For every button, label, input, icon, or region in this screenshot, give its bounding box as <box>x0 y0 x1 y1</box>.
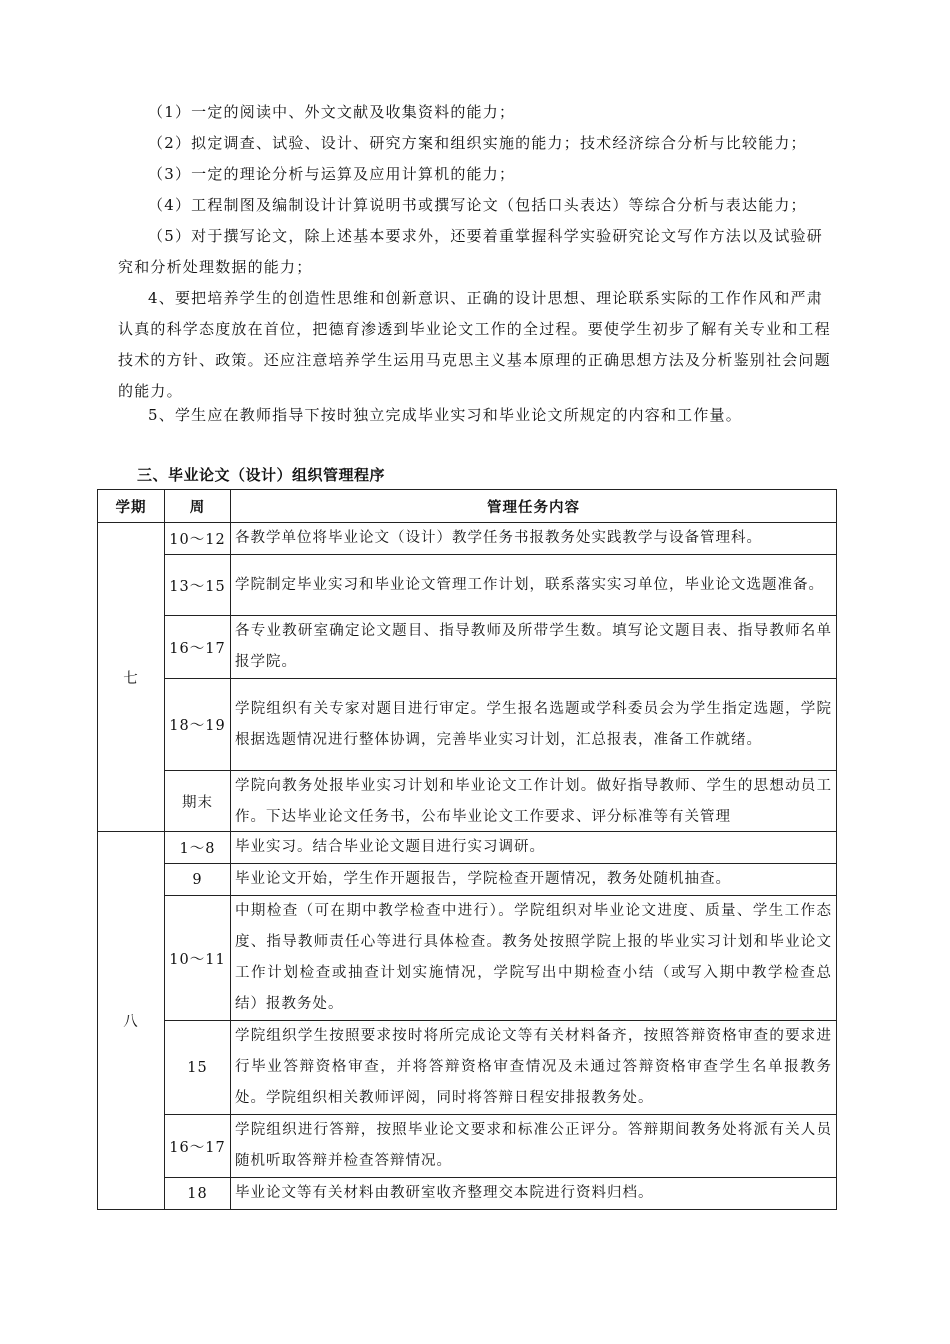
content-cell: 中期检查（可在期中教学检查中进行）。学院组织对毕业论文进度、质量、学生工作态度、指导教师责任心等进行具体检查。教务处按照学院上报的毕业实习计划和毕业论文工作计划检查或抽查计划实施情况，学院写出中期检查小结（或写入期中教学检查总结）报教务处。 <box>231 896 837 1021</box>
paragraph-4: 4、要把培养学生的创造性思维和创新意识、正确的设计思想、理论联系实际的工作作风和严肃认真的科学态度放在首位，把德育渗透到毕业论文工作的全过程。要使学生初步了解有关专业和工程技术的方针、政策。还应注意培养学生运用马克思主义基本原理的正确思想方法及分析鉴别社会问题的能力。 <box>118 289 831 400</box>
table-row <box>98 616 837 679</box>
requirement-item-5: （5）对于撰写论文，除上述基本要求外，还要着重掌握科学实验研究论文写作方法以及试验研究和分析处理数据的能力； <box>118 227 823 276</box>
content-cell: 学院组织有关专家对题目进行审定。学生报名选题或学科委员会为学生指定选题，学院根据选题情况进行整体协调，完善毕业实习计划，汇总报表，准备工作就绪。 <box>231 679 837 771</box>
table-row <box>98 1115 837 1178</box>
section-title: 三、毕业论文（设计）组织管理程序 <box>137 466 386 484</box>
week-cell: 13～15 <box>165 555 231 616</box>
table-row <box>98 832 837 864</box>
table-header-row <box>98 490 837 523</box>
content-cell: 学院组织学生按照要求按时将所完成论文等有关材料备齐，按照答辩资格审查的要求进行毕业答辩资格审查，并将答辩资格审查情况及未通过答辩资格审查学生名单报教务处。学院组织相关教师评阅，同时将答辩日程安排报教务处。 <box>231 1021 837 1115</box>
paragraph-5: 5、学生应在教师指导下按时独立完成毕业实习和毕业论文所规定的内容和工作量。 <box>148 406 742 424</box>
content-cell: 毕业论文等有关材料由教研室收齐整理交本院进行资料归档。 <box>231 1178 837 1210</box>
requirement-item-4: （4）工程制图及编制设计计算说明书或撰写论文（包括口头表达）等综合分析与表达能力； <box>148 196 807 214</box>
week-cell: 15 <box>165 1021 231 1115</box>
requirement-item-2: （2）拟定调查、试验、设计、研究方案和组织实施的能力；技术经济综合分析与比较能力； <box>148 134 807 152</box>
content-cell: 各专业教研室确定论文题目、指导教师及所带学生数。填写论文题目表、指导教师名单报学院。 <box>231 616 837 679</box>
semester-8-cell: 八 <box>98 832 165 1210</box>
content-cell: 学院向教务处报毕业实习计划和毕业论文工作计划。做好指导教师、学生的思想动员工作。下达毕业论文任务书，公布毕业论文工作要求、评分标准等有关管理 <box>235 778 832 825</box>
content-cell: 学院组织进行答辩，按照毕业论文要求和标准公正评分。答辩期间教务处将派有关人员随机听取答辩并检查答辩情况。 <box>231 1115 837 1178</box>
table-row <box>98 1178 837 1210</box>
header-semester: 学期 <box>98 490 165 523</box>
table-row <box>98 1021 837 1115</box>
table-row <box>98 896 837 1021</box>
week-cell: 18～19 <box>165 679 231 771</box>
requirement-item-3: （3）一定的理论分析与运算及应用计算机的能力； <box>148 165 516 183</box>
requirement-item-1: （1）一定的阅读中、外文文献及收集资料的能力； <box>148 103 516 121</box>
content-cell: 各教学单位将毕业论文（设计）教学任务书报教务处实践教学与设备管理科。 <box>231 523 837 555</box>
table-row <box>98 523 837 555</box>
table-row <box>98 555 837 616</box>
week-cell: 10～11 <box>165 896 231 1021</box>
content-cell: 毕业论文开始，学生作开题报告，学院检查开题情况，教务处随机抽查。 <box>231 864 837 896</box>
header-content: 管理任务内容 <box>231 490 837 523</box>
week-cell: 1～8 <box>165 832 231 864</box>
week-cell: 16～17 <box>165 616 231 679</box>
table-row <box>98 679 837 771</box>
week-cell: 期末 <box>165 771 231 832</box>
content-cell: 毕业实习。结合毕业论文题目进行实习调研。 <box>231 832 837 864</box>
header-week: 周 <box>165 490 231 523</box>
table-row <box>98 771 837 832</box>
week-cell: 9 <box>165 864 231 896</box>
table-row <box>98 864 837 896</box>
week-cell: 18 <box>165 1178 231 1210</box>
management-schedule-table <box>97 489 837 1210</box>
week-cell: 16～17 <box>165 1115 231 1178</box>
week-cell: 10～12 <box>165 523 231 555</box>
content-cell: 学院制定毕业实习和毕业论文管理工作计划，联系落实实习单位，毕业论文选题准备。 <box>231 555 837 616</box>
semester-7-cell: 七 <box>98 523 165 832</box>
